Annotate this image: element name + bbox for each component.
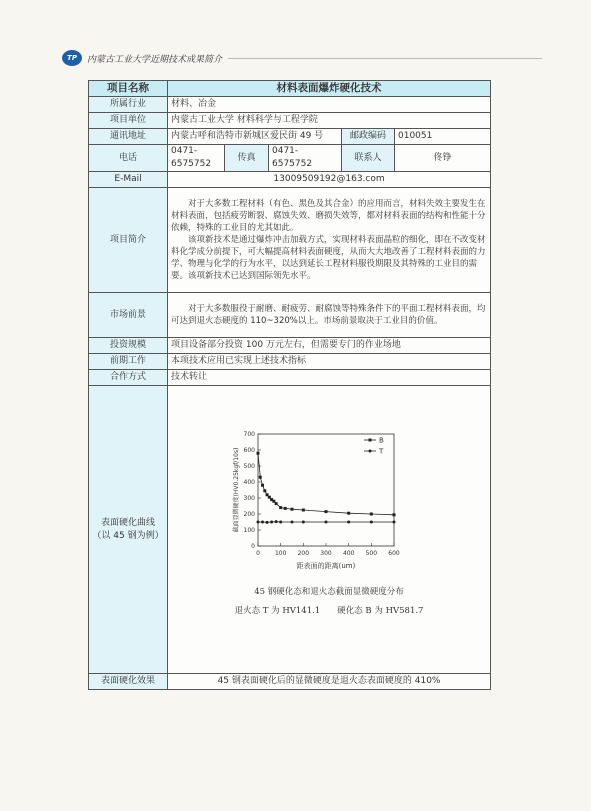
email-label: E-Mail: [89, 172, 168, 188]
industry-label: 所属行业: [89, 97, 168, 113]
email-row: [89, 172, 491, 188]
intro-row: [89, 188, 491, 293]
project-info-table: [88, 80, 491, 690]
intro-label: 项目简介: [89, 188, 168, 293]
curve-sublabel: （以 45 钢为例）: [92, 530, 164, 541]
chart-caption-2: 退火态 T 为 HV141.1 硬化态 B 为 HV581.7: [234, 606, 424, 616]
data-point-T: [261, 521, 264, 524]
effect-value: 45 钢表面硬化后的显微硬度是退火态表面硬度的 410%: [168, 674, 491, 690]
x-tick-label: 400: [342, 550, 355, 557]
y-tick-label: 600: [243, 447, 255, 454]
data-point-T: [370, 521, 373, 524]
x-tick-label: 600: [388, 550, 400, 557]
data-point-B: [347, 512, 350, 515]
x-axis-label: 距表面的距离(um): [296, 562, 356, 570]
fax-value: 0471-6575752: [269, 145, 342, 172]
x-tick-label: 100: [274, 550, 287, 557]
industry-value: 材料、冶金: [168, 97, 491, 113]
unit-value: 内蒙古工业大学 材料科学与工程学院: [168, 113, 491, 129]
contact-label: 联系人: [342, 145, 395, 172]
legend-label-B: B: [379, 436, 384, 445]
curve-row: [89, 386, 491, 674]
data-point-B: [393, 513, 396, 516]
data-point-T: [279, 521, 282, 524]
header-title: 内蒙古工业大学近期技术成果简介: [87, 54, 223, 65]
intro-value: [168, 188, 491, 293]
data-point-T: [270, 521, 273, 524]
data-point-B: [275, 502, 278, 505]
invest-value: 项目设备部分投资 100 万元左右，但需要专门的作业场地: [168, 338, 491, 354]
data-point-T: [302, 521, 305, 524]
x-tick-label: 0: [256, 550, 260, 557]
y-tick-label: 400: [243, 479, 255, 486]
market-paragraph: 对于大多数服役于耐磨、耐疲劳、耐腐蚀等特殊条件下的平面工程材料表面，均可达到退火态硬度的 110~320%以上。市场前景取决于工业目的价值。: [171, 304, 486, 326]
effect-row: [89, 674, 491, 690]
page-header: [62, 49, 542, 67]
data-point-B: [291, 508, 294, 511]
stage-value: 本项技术应用已实现上述技术指标: [168, 354, 491, 370]
chart-container: [168, 386, 490, 673]
y-tick-label: 100: [243, 527, 255, 534]
title-row: [89, 81, 491, 97]
data-point-B: [284, 507, 287, 510]
intro-paragraph-1: 对于大多数工程材料（有色、黑色及其合金）的应用而言，材料失效主要发生在材料表面，包括疲劳断裂、腐蚀失效、磨损失效等，都对材料表面的结构和性能十分依赖，特殊的工业目的尤其如此。: [171, 199, 486, 233]
header-divider: [228, 58, 542, 59]
market-row: [89, 293, 491, 338]
coop-value: 技术转让: [168, 370, 491, 386]
y-tick-label: 0: [251, 543, 255, 550]
invest-row: [89, 338, 491, 354]
data-point-B: [257, 452, 260, 455]
legend-marker-B: [369, 439, 372, 442]
unit-label: 项目单位: [89, 113, 168, 129]
x-tick-label: 500: [365, 550, 378, 557]
email-value[interactable]: 13009509192@163.com: [168, 172, 491, 188]
data-point-T: [266, 521, 269, 524]
series-line-B: [258, 453, 394, 515]
data-point-T: [275, 520, 278, 523]
contact-value: 佟铮: [395, 145, 491, 172]
stage-row: [89, 354, 491, 370]
y-tick-label: 300: [243, 495, 255, 502]
data-point-T: [347, 521, 350, 524]
x-tick-label: 200: [297, 550, 310, 557]
address-row: [89, 129, 491, 145]
data-point-T: [291, 521, 294, 524]
intro-paragraph-2: 该项新技术是通过爆炸冲击加载方式，实现材料表面晶粒的细化，即在不改变材料化学成分前提下，可大幅提高材料表面硬度，从而大大地改善了工程材料表面的力学、物理与化学的行为水平，以达到延长工程材料服役期限及其特殊的工业目的需要。该项新技术已达到国际领先水平。: [171, 235, 486, 281]
data-point-B: [279, 506, 282, 509]
data-point-T: [393, 521, 396, 524]
market-label: 市场前景: [89, 293, 168, 338]
postcode-value: 010051: [395, 129, 491, 145]
curve-label: 表面硬化曲线: [100, 517, 155, 528]
data-point-B: [259, 476, 262, 479]
data-point-T: [325, 521, 328, 524]
phone-value: 0471-6575752: [168, 145, 225, 172]
hardness-chart: [230, 426, 405, 581]
curve-chart-cell: [168, 386, 491, 674]
unit-row: [89, 113, 491, 129]
market-value: [168, 293, 491, 338]
item-name-label: 项目名称: [89, 81, 168, 97]
item-name-value: 材料表面爆炸硬化技术: [168, 81, 491, 97]
data-point-B: [261, 484, 264, 487]
phone-label: 电话: [89, 145, 168, 172]
y-tick-label: 500: [243, 463, 255, 470]
data-point-B: [302, 509, 305, 512]
data-point-B: [263, 489, 266, 492]
data-point-B: [325, 510, 328, 513]
coop-label: 合作方式: [89, 370, 168, 386]
university-logo-icon: TP: [62, 50, 82, 66]
legend-label-T: T: [379, 447, 384, 456]
invest-label: 投资规模: [89, 338, 168, 354]
curve-label-cell: [89, 386, 168, 674]
fax-label: 传真: [225, 145, 269, 172]
stage-label: 前期工作: [89, 354, 168, 370]
legend-marker-T: [369, 450, 372, 453]
chart-caption-1: 45 钢硬化态和退火态截面显微硬度分布: [254, 587, 404, 597]
address-value: 内蒙古呼和浩特市新城区爱民街 49 号: [168, 129, 342, 145]
y-tick-label: 700: [243, 431, 255, 438]
contact-row: [89, 145, 491, 172]
data-point-B: [370, 513, 373, 516]
data-point-T: [257, 521, 260, 524]
y-axis-label: 截面显微硬度(HV0.25kgf/10s): [233, 447, 240, 533]
industry-row: [89, 97, 491, 113]
coop-row: [89, 370, 491, 386]
address-label: 通讯地址: [89, 129, 168, 145]
x-tick-label: 300: [320, 550, 332, 557]
y-tick-label: 200: [243, 511, 255, 518]
effect-label: 表面硬化效果: [89, 674, 168, 690]
postcode-label: 邮政编码: [342, 129, 395, 145]
